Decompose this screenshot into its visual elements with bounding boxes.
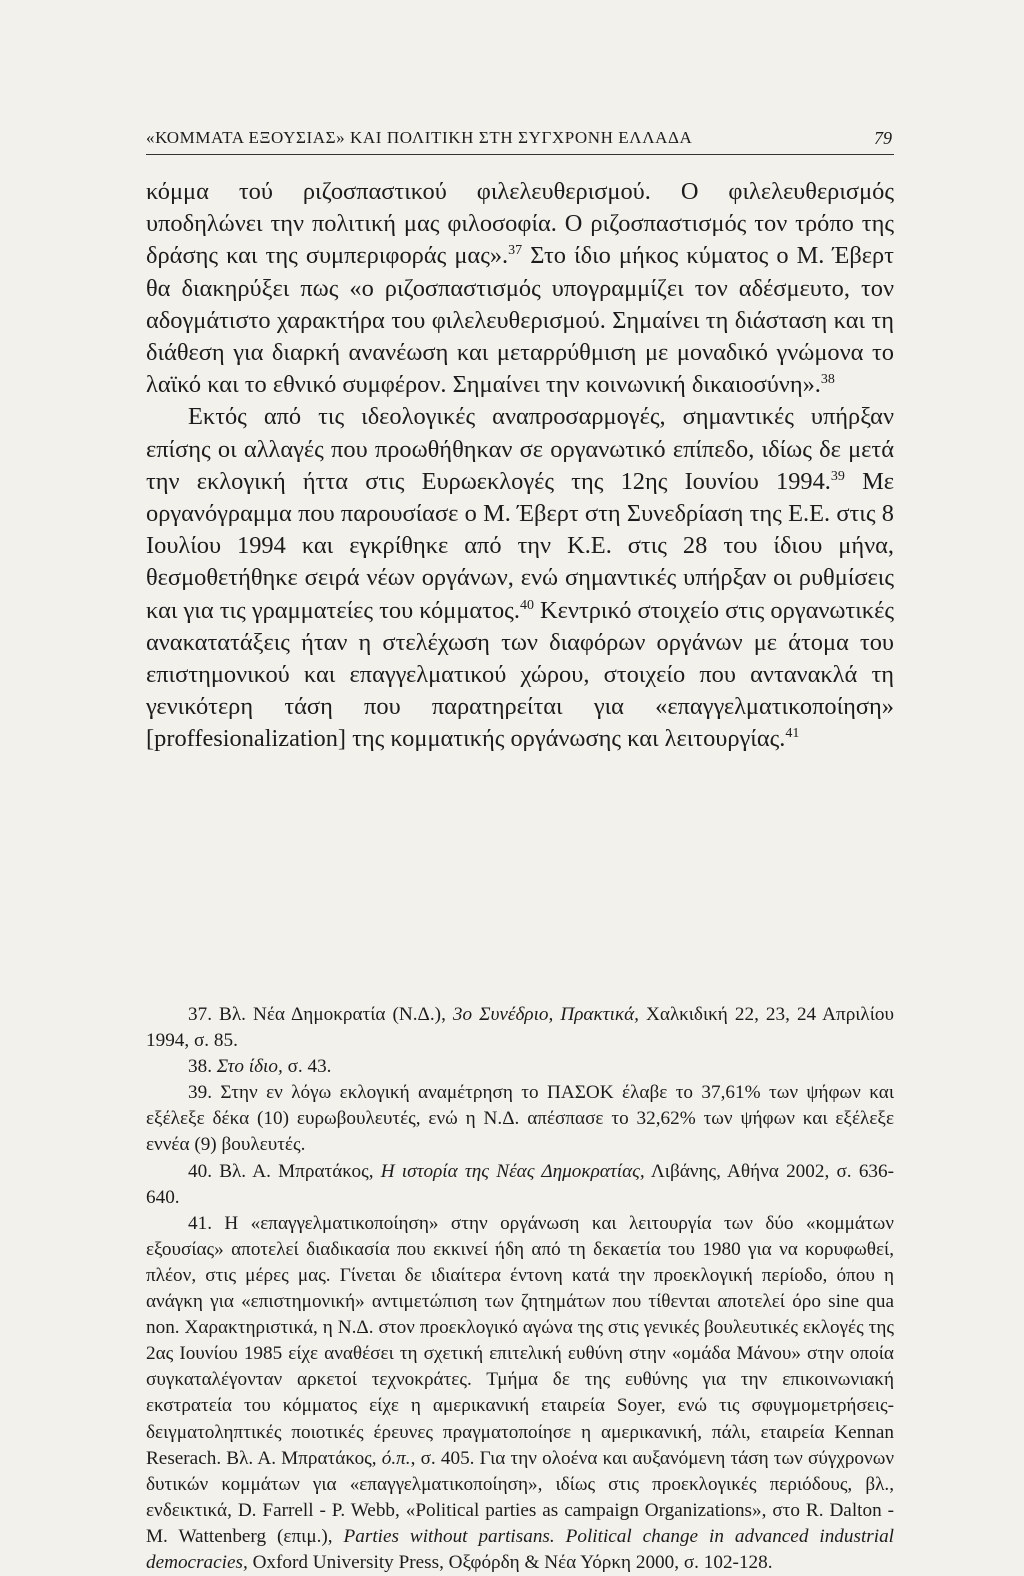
footnote-37 xyxy=(146,1002,894,1054)
main-text xyxy=(146,176,894,756)
footnote-ref-37[interactable]: 37 xyxy=(508,243,523,259)
paragraph-text: κόμμα τού ριζοσπαστικού φιλελευθερισμού. Ο φιλελευθερισμός υποδηλώνει την πολιτική μας φιλοσοφία. Ο ριζοσπαστισμός τον τρόπο της δράσης και της συμπεριφοράς μας». xyxy=(146,178,894,270)
footnote-text: , σ. 405. Για την ολοένα και αυξανόμενη τάση των σύγχρονων δυτικών κομμάτων για «επαγγελματικοποίηση», ιδίως στις προεκλογικές περιόδους, βλ., ενδεικτικά, D. Farrell - P. Webb, «Political parties as campaign Organizations», στο R. Dalton - M. Wattenberg (επιμ.), xyxy=(146,1447,894,1547)
paragraph-2 xyxy=(146,401,894,755)
footnote-ref-38[interactable]: 38 xyxy=(820,372,835,388)
paragraph-text: Κεντρικό στοιχείο στις οργανωτικές ανακατατάξεις ήταν η στελέχωση των διαφόρων οργάνων με άτομα του επιστημονικού και επαγγελματικού χώρου, στοιχείο που αντανακλά τη γενικότερη τάση που παρατηρείται για «επαγγελματικοποίηση» [proffesionalization] της κομματικής οργάνωσης και λειτουργίας. xyxy=(146,596,894,753)
footnote-text: σ. 43. xyxy=(282,1056,332,1078)
running-title: «ΚΟΜΜΑΤΑ ΕΞΟΥΣΙΑΣ» ΚΑΙ ΠΟΛΙΤΙΚΗ ΣΤΗ ΣΥΓΧΡΟΝΗ ΕΛΛΑΔΑ xyxy=(146,128,693,147)
footnote-38 xyxy=(146,1054,894,1080)
footnotes xyxy=(146,1002,894,1576)
footnote-title: Parties without partisans. Political change in advanced industrial democracies, xyxy=(146,1525,895,1573)
paragraph-text: Εκτός από τις ιδεολογικές αναπροσαρμογές, σημαντικές υπήρξαν επίσης οι αλλαγές που προωθήθηκαν σε οργανωτικό επίπεδο, ιδίως δε μετά την εκλογική ήττα στις Ευρωεκλογές της 12ης Ιουνίου 1994. xyxy=(146,403,894,495)
running-header xyxy=(146,128,894,155)
footnote-text: Χαλκιδική 22, 23, 24 Απριλίου 1994, σ. 85. xyxy=(146,1004,894,1052)
footnote-text: 37. Βλ. Νέα Δημοκρατία (Ν.Δ.), xyxy=(188,1004,453,1025)
footnote-ref-39[interactable]: 39 xyxy=(830,468,845,484)
paragraph-1 xyxy=(146,176,894,401)
footnote-title: ό.π. xyxy=(381,1447,411,1469)
footnote-ref-41[interactable]: 41 xyxy=(785,726,800,742)
footnote-41 xyxy=(146,1211,894,1576)
footnote-text: Oxford University Press, Οξφόρδη & Νέα Υόρκη 2000, σ. 102-128. xyxy=(247,1551,773,1573)
footnote-text: Λιβάνης, Αθήνα 2002, σ. 636-640. xyxy=(146,1160,894,1208)
footnote-text: 41. Η «επαγγελματικοποίηση» στην οργάνωση και λειτουργία των δύο «κομμάτων εξουσίας» αποτελεί διαδικασία που εκκινεί ήδη από τη δεκαετία του 1980 για να κορυφωθεί, πλέον, στις μέρες μας. Γίνεται δε ιδιαίτερα έντονη κατά την προεκλογική περίοδο, όπου η ανάγκη για «επιστημονική» αντιμετώπιση των ζητημάτων που τίθενται αποτελεί όρο sine qua non. Χαρακτηριστικά, η Ν.Δ. στον προεκλογικό αγώνα της στις γενικές βουλευτικές εκλογές της 2ας Ιουνίου 1985 είχε αναθέσει τη σχετική επιτελική ευθύνη στην «ομάδα Μάνου» στην οποία συγκαταλέγονταν αρκετοί τεχνοκράτες. Τμήμα δε της ευθύνης για την επικοινωνιακή εκστρατεία του κόμματος είχε η αμερικανική εταιρεία Soyer, ενώ τις σφυγμομετρήσεις-δειγματοληπτικές ποιοτικές έρευνες πραγματοποίησε η αμερικανική, πάλι, εταιρεία Kennan Reserach. Βλ. Α. Μπρατάκος, xyxy=(146,1212,894,1469)
paragraph-text: Στο ίδιο μήκος κύματος ο Μ. Έβερτ θα διακηρύξει πως «ο ριζοσπαστισμός υπογραμμίζει τον αδέσμευτο, τον αδογμάτιστο χαρακτήρα του φιλελευθερισμού. Σημαίνει τη διάσταση και τη διάθεση για διαρκή ανανέωση και μεταρρύθμιση με μοναδικό γνώμονα το λαϊκό και το εθνικό συμφέρον. Σημαίνει την κοινωνική δικαιοσύνη». xyxy=(146,242,894,399)
footnote-text: 40. Βλ. Α. Μπρατάκος, xyxy=(188,1160,381,1182)
footnote-40 xyxy=(146,1159,894,1211)
footnote-title: 3ο Συνέδριο, Πρακτικά, xyxy=(452,1004,639,1025)
page-number: 79 xyxy=(874,128,892,148)
paragraph-text: Με οργανόγραμμα που παρουσίασε ο Μ. Έβερτ στη Συνεδρίαση της Ε.Ε. στις 8 Ιουλίου 1994 και εγκρίθηκε από την Κ.Ε. στις 28 του ίδιου μήνα, θεσμοθετήθηκε σειρά νέων οργάνων, ενώ σημαντικές υπήρξαν οι ρυθμίσεις και για τις γραμματείες του κόμματος. xyxy=(146,467,895,624)
footnote-39: 39. Στην εν λόγω εκλογική αναμέτρηση το ΠΑΣΟΚ έλαβε το 37,61% των ψήφων και εξέλεξε δέκα (10) ευρωβουλευτές, ενώ η Ν.Δ. απέσπασε το 32,62% των ψήφων και εξέλεξε εννέα (9) βουλευτές. xyxy=(146,1082,894,1156)
footnote-text: 38. xyxy=(188,1056,217,1078)
footnote-ref-40[interactable]: 40 xyxy=(519,597,534,613)
footnote-title: Στο ίδιο, xyxy=(216,1056,283,1078)
footnote-title: Η ιστορία της Νέας Δημοκρατίας, xyxy=(380,1160,645,1182)
